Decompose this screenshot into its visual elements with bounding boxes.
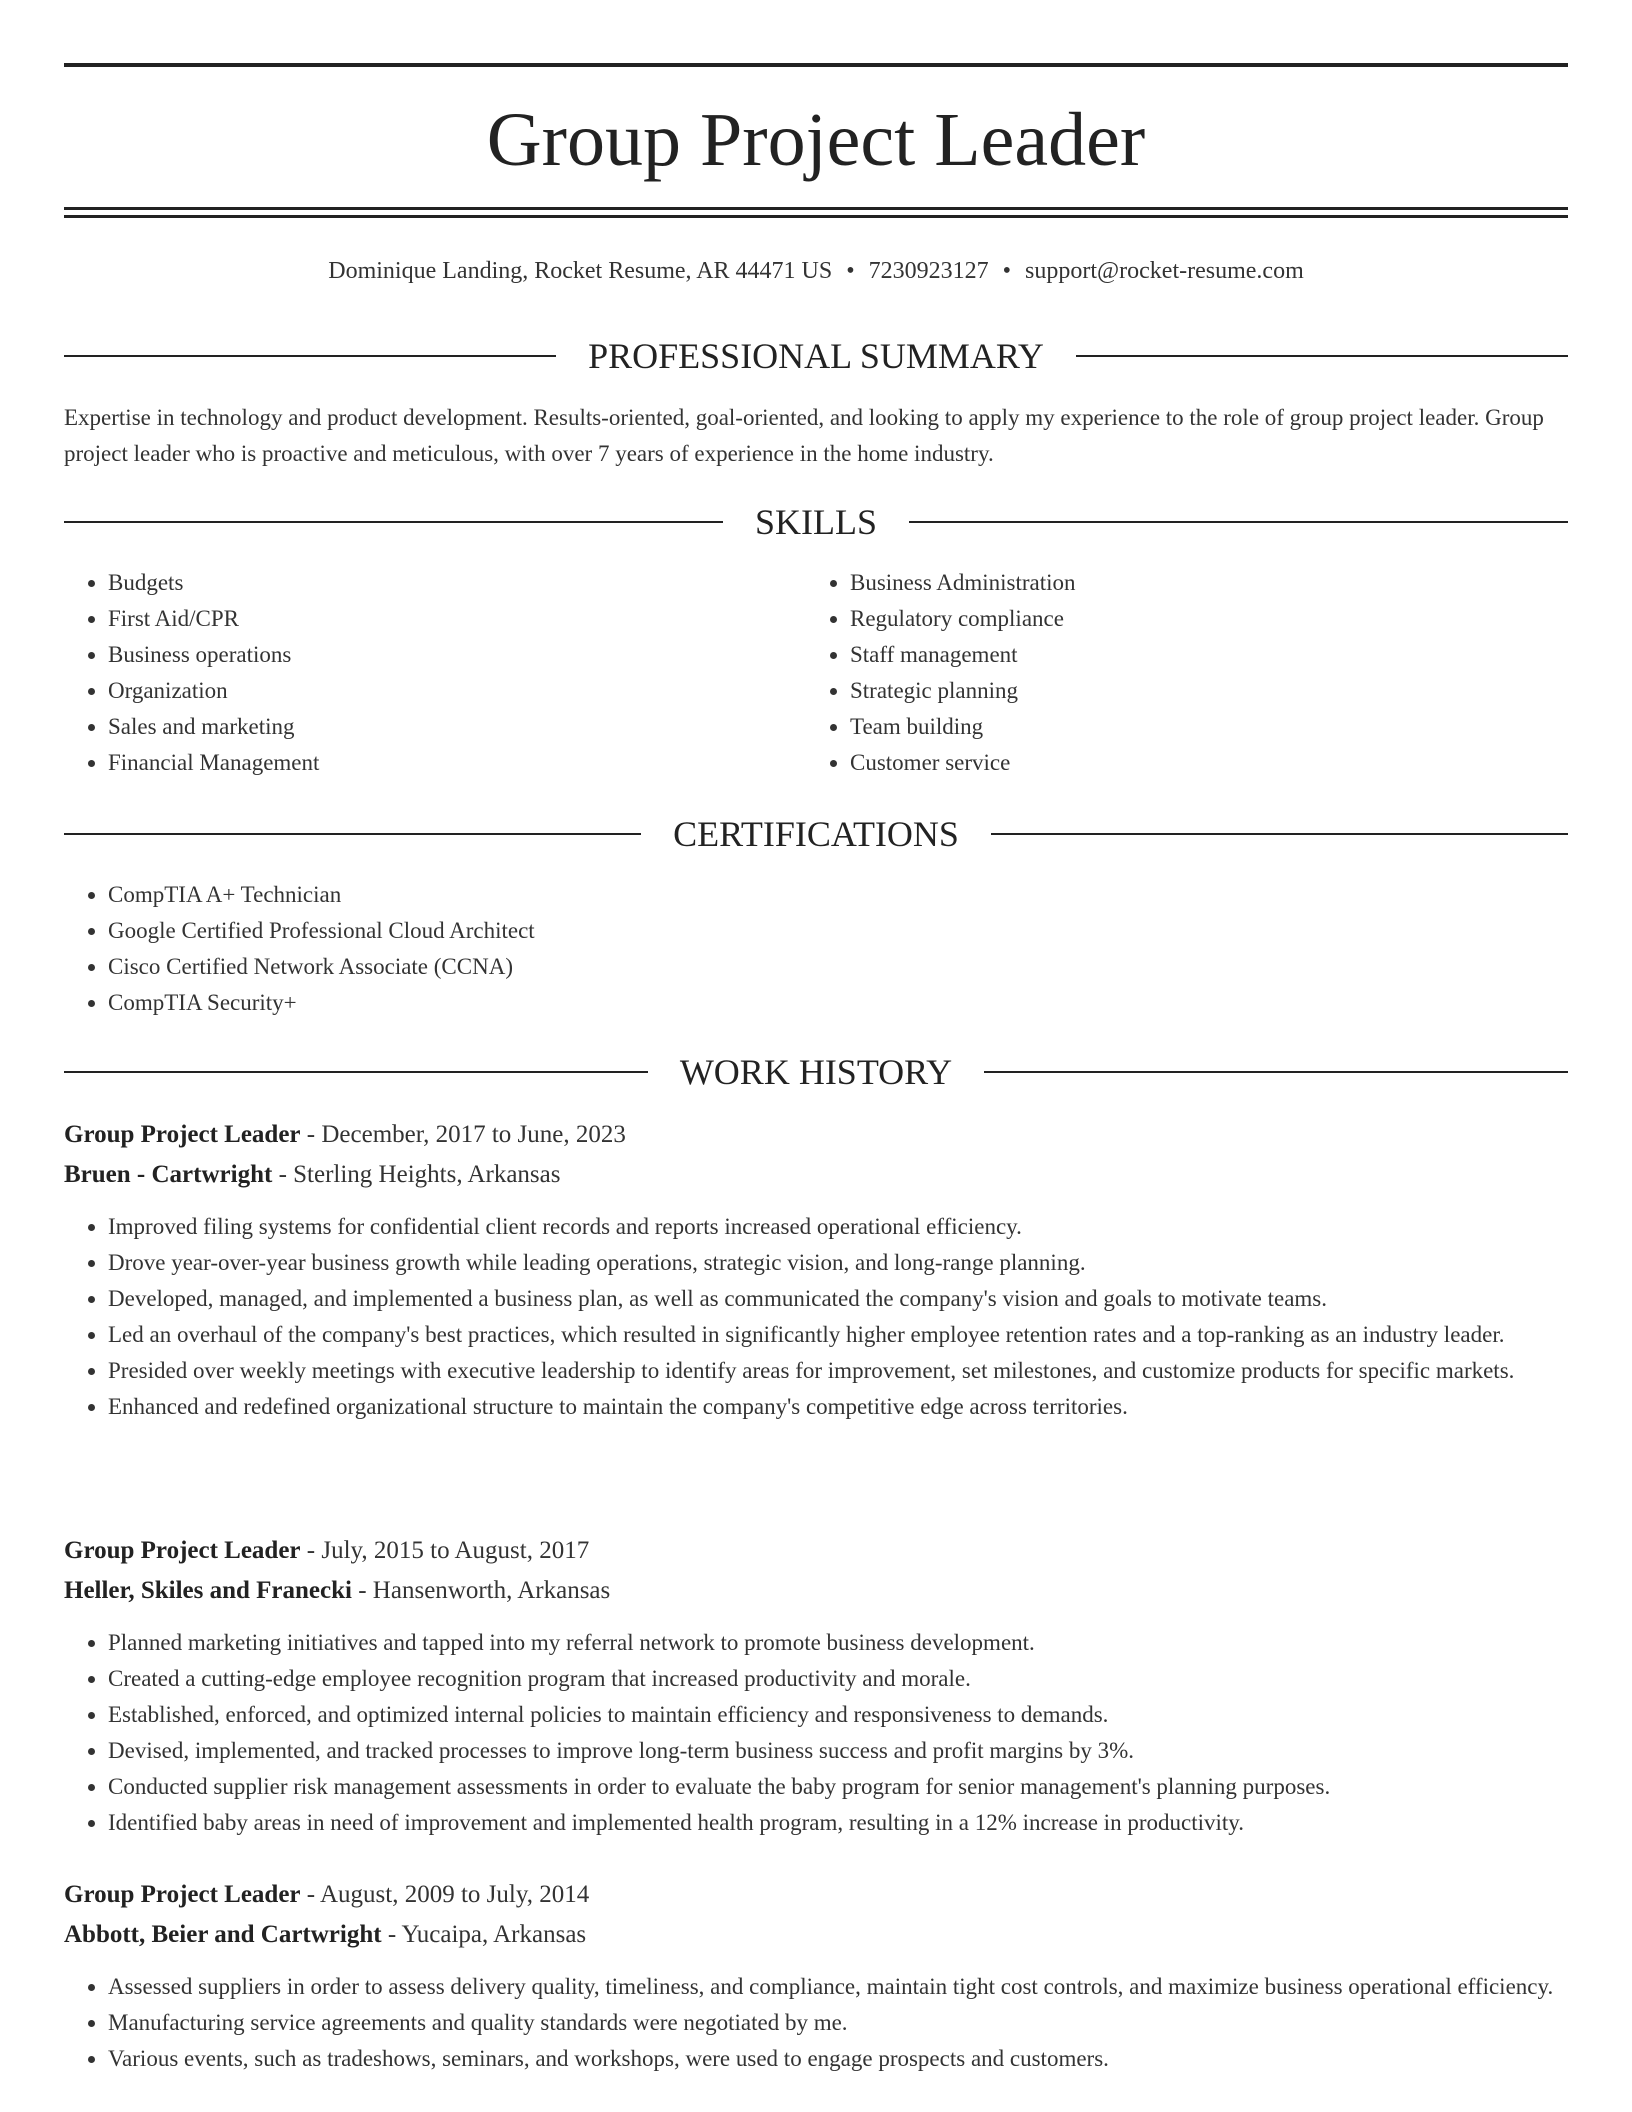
section-title: SKILLS — [755, 502, 878, 542]
skill-item: • Team building — [850, 709, 1550, 745]
heading-rule — [991, 833, 1568, 835]
skills-list-left — [64, 565, 808, 781]
heading-rule — [64, 833, 641, 835]
section-title: PROFESSIONAL SUMMARY — [588, 336, 1044, 376]
skills-list-right — [806, 565, 1550, 781]
certification-item: • Cisco Certified Network Associate (CCNA) — [108, 949, 1568, 985]
heading-rule — [1076, 355, 1568, 357]
section-title: CERTIFICATIONS — [673, 814, 959, 854]
job-bullet: • Established, enforced, and optimized internal policies to maintain efficiency and responsiveness to demands. — [108, 1697, 1568, 1733]
title-rule-lower — [64, 215, 1568, 218]
summary-text: Expertise in technology and product development. Results-oriented, goal-oriented, and looking to apply my experience to the role of group project leader. Group project leader who is proactive and meticulous, with over 7 years of experience in the home industry. — [64, 405, 1544, 466]
job-title: Group Project Leader — [64, 1537, 301, 1564]
contact-separator: • — [1002, 258, 1012, 284]
section-heading-skills — [64, 500, 1568, 544]
job-bullet: • Various events, such as tradeshows, seminars, and workshops, were used to engage prospects and customers. — [108, 2041, 1568, 2077]
job-bullet: • Assessed suppliers in order to assess delivery quality, timeliness, and compliance, maintain tight cost controls, and maximize business operational efficiency. — [108, 1969, 1568, 2005]
job-bullet: • Led an overhaul of the company's best practices, which resulted in significantly higher employee retention rates and a top-ranking as an industry leader. — [108, 1317, 1568, 1353]
section-heading-work-history — [64, 1050, 1568, 1094]
job-bullet: • Improved filing systems for confidential client records and reports increased operational efficiency. — [108, 1209, 1568, 1245]
job-bullets — [64, 1625, 1568, 1841]
resume-title: Group Project Leader — [486, 98, 1146, 182]
job-dates: - August, 2009 to July, 2014 — [300, 1881, 590, 1908]
contact-line — [64, 254, 1568, 288]
job-company-line — [64, 1916, 1568, 1954]
job-bullet: • Manufacturing service agreements and quality standards were negotiated by me. — [108, 2005, 1568, 2041]
contact-email: support@rocket-resume.com — [1025, 258, 1304, 284]
job-bullet: • Enhanced and redefined organizational structure to maintain the company's competitive edge across territories. — [108, 1389, 1568, 1425]
skill-item: • Staff management — [850, 637, 1550, 673]
top-rule — [64, 63, 1568, 67]
job-location: - Hansenworth, Arkansas — [351, 1577, 611, 1604]
skill-item: • Business Administration — [850, 565, 1550, 601]
certification-item: • CompTIA A+ Technician — [108, 877, 1568, 913]
job-title: Group Project Leader — [64, 1881, 301, 1908]
heading-rule — [64, 355, 556, 357]
job-bullet: • Planned marketing initiatives and tapped into my referral network to promote business development. — [108, 1625, 1568, 1661]
job-location: - Yucaipa, Arkansas — [381, 1921, 587, 1948]
section-heading-certifications — [64, 812, 1568, 856]
job-bullets — [64, 1209, 1568, 1425]
job-company: Bruen - Cartwright — [64, 1161, 273, 1188]
skill-item: • Financial Management — [108, 745, 808, 781]
contact-address: Dominique Landing, Rocket Resume, AR 44471 US — [328, 258, 833, 284]
skill-item: • First Aid/CPR — [108, 601, 808, 637]
job-bullet: • Identified baby areas in need of improvement and implemented health program, resulting in a 12% increase in productivity. — [108, 1805, 1568, 1841]
contact-phone: 7230923127 — [868, 258, 989, 284]
job-company: Abbott, Beier and Cartwright — [64, 1921, 382, 1948]
job-company-line — [64, 1156, 1568, 1194]
job-bullet: • Drove year-over-year business growth while leading operations, strategic vision, and long-range planning. — [108, 1245, 1568, 1281]
heading-rule — [64, 1071, 648, 1073]
job-bullet: • Conducted supplier risk management assessments in order to evaluate the baby program for senior management's planning purposes. — [108, 1769, 1568, 1805]
title-rule-upper — [64, 207, 1568, 210]
section-title: WORK HISTORY — [679, 1052, 953, 1092]
job-company-line — [64, 1572, 1568, 1610]
job-bullet: • Created a cutting-edge employee recognition program that increased productivity and morale. — [108, 1661, 1568, 1697]
job-bullet: • Presided over weekly meetings with executive leadership to identify areas for improvement, set milestones, and customize products for specific markets. — [108, 1353, 1568, 1389]
contact-separator: • — [846, 258, 855, 284]
job-bullet: • Developed, managed, and implemented a business plan, as well as communicated the company's vision and goals to motivate teams. — [108, 1281, 1568, 1317]
skill-item: • Budgets — [108, 565, 808, 601]
job-dates: - July, 2015 to August, 2017 — [300, 1537, 590, 1564]
job-bullets — [64, 1969, 1568, 2077]
heading-rule — [984, 1071, 1568, 1073]
section-heading-summary — [64, 334, 1568, 378]
skill-item: • Business operations — [108, 637, 808, 673]
job-title-line — [64, 1116, 1568, 1154]
job-dates: - December, 2017 to June, 2023 — [300, 1121, 626, 1148]
job-company: Heller, Skiles and Franecki — [64, 1577, 352, 1604]
heading-rule — [64, 521, 723, 523]
skill-item: • Regulatory compliance — [850, 601, 1550, 637]
job-bullet: • Devised, implemented, and tracked processes to improve long-term business success and profit margins by 3%. — [108, 1733, 1568, 1769]
certification-item: • CompTIA Security+ — [108, 985, 1568, 1021]
skill-item: • Strategic planning — [850, 673, 1550, 709]
job-location: - Sterling Heights, Arkansas — [272, 1161, 561, 1188]
heading-rule — [909, 521, 1568, 523]
job-title-line — [64, 1876, 1568, 1914]
certifications-list — [64, 877, 1568, 1021]
job-title-line — [64, 1532, 1568, 1570]
skill-item: • Sales and marketing — [108, 709, 808, 745]
certification-item: • Google Certified Professional Cloud Architect — [108, 913, 1568, 949]
job-title: Group Project Leader — [64, 1121, 301, 1148]
skill-item: • Organization — [108, 673, 808, 709]
skill-item: • Customer service — [850, 745, 1550, 781]
